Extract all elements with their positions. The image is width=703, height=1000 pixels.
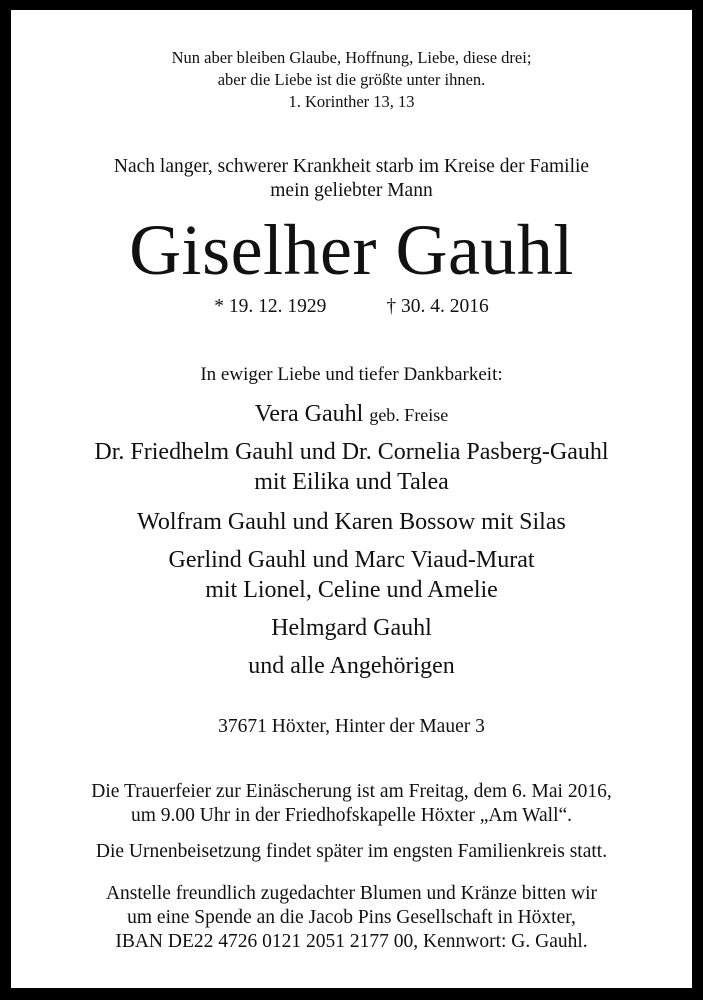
death-date: † 30. 4. 2016 — [386, 296, 489, 317]
birth-date: * 19. 12. 1929 — [214, 296, 327, 317]
verse-line-1: Nun aber bleiben Glaube, Hoffnung, Liebe, diese drei; — [171, 48, 532, 67]
mourner-family-3-line-1: Gerlind Gauhl und Marc Viaud-Murat — [168, 547, 535, 573]
mourner-family-3-line-2: mit Lionel, Celine und Amelie — [205, 577, 498, 603]
verse-reference: 1. Korinther 13, 13 — [288, 92, 415, 111]
address: 37671 Höxter, Hinter der Mauer 3 — [218, 716, 485, 737]
donation-line-2: um eine Spende an die Jacob Pins Gesellschaft in Höxter, — [127, 907, 576, 928]
mourner-family-1-line-2: mit Eilika und Talea — [254, 469, 449, 495]
donation-line-1: Anstelle freundlich zugedachter Blumen und Kränze bitten wir — [105, 883, 598, 904]
mourner-others: und alle Angehörigen — [248, 653, 455, 679]
thanks-line: In ewiger Liebe und tiefer Dankbarkeit: — [200, 364, 503, 385]
burial-notice: Die Urnenbeisetzung findet später im engsten Familienkreis statt. — [95, 841, 608, 862]
widow-name: Vera Gauhl — [254, 401, 364, 427]
ceremony-line-1: Die Trauerfeier zur Einäscherung ist am Freitag, dem 6. Mai 2016, — [91, 781, 612, 802]
mourner-family-2: Wolfram Gauhl und Karen Bossow mit Silas — [137, 509, 566, 535]
ceremony-line-2: um 9.00 Uhr in der Friedhofskapelle Höxter „Am Wall“. — [130, 805, 573, 826]
donation-line-3: IBAN DE22 4726 0121 2051 2177 00, Kennwort: G. Gauhl. — [115, 931, 588, 952]
intro-line-2: mein geliebter Mann — [270, 180, 433, 201]
deceased-name: Giselher Gauhl — [129, 210, 574, 290]
verse-line-2: aber die Liebe ist die größte unter ihnen. — [217, 70, 486, 89]
widow-maiden-name: geb. Freise — [369, 405, 449, 425]
obituary-notice — [11, 10, 692, 988]
life-dates — [11, 295, 692, 319]
mourner-family-1-line-1: Dr. Friedhelm Gauhl und Dr. Cornelia Pasberg-Gauhl — [94, 439, 609, 465]
mourner-family-4: Helmgard Gauhl — [271, 615, 432, 641]
mourner-widow — [11, 399, 692, 430]
intro-line-1: Nach langer, schwerer Krankheit starb im Kreise der Familie — [113, 156, 590, 177]
